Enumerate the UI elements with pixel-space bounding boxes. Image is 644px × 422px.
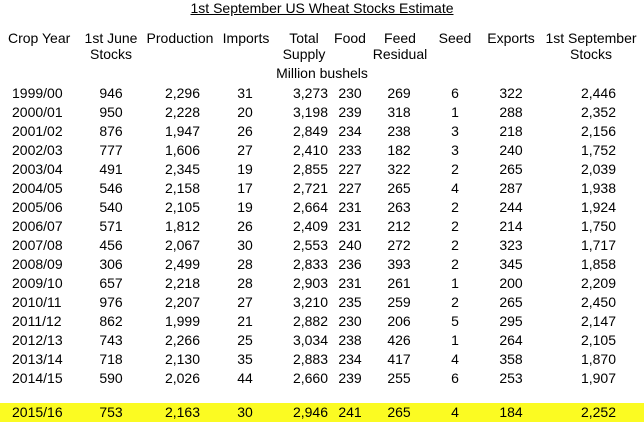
cell-food: 239 (338, 104, 362, 120)
cell-june-stocks: 306 (99, 256, 123, 272)
cell-crop-year: 2010/11 (12, 294, 62, 310)
cell-total-supply: 3,273 (292, 85, 328, 101)
header-exports-line2: Exports (487, 30, 535, 46)
cell-production: 2,218 (164, 275, 200, 291)
cell-feed-residual: 261 (387, 275, 411, 291)
cell-production: 1,606 (164, 142, 200, 158)
cell-sept-stocks: 1,752 (580, 142, 616, 158)
cell-food: 240 (338, 237, 362, 253)
cell-crop-year: 2012/13 (12, 332, 63, 348)
cell-june-stocks: 540 (99, 199, 123, 215)
header-seed (436, 30, 474, 46)
cell-total-supply: 2,849 (292, 123, 328, 139)
header-total-supply (279, 30, 329, 62)
cell-crop-year: 2008/09 (12, 256, 63, 272)
cell-june-stocks: 590 (99, 370, 123, 386)
cell-sept-stocks: 1,858 (580, 256, 616, 272)
cell-total-supply: 2,946 (292, 404, 328, 420)
cell-june-stocks: 743 (99, 332, 123, 348)
cell-june-stocks: 491 (99, 161, 123, 177)
cell-imports: 21 (237, 313, 253, 329)
header-production (144, 30, 216, 46)
cell-exports: 244 (499, 199, 523, 215)
cell-food: 236 (338, 256, 362, 272)
cell-sept-stocks: 1,924 (580, 199, 616, 215)
cell-imports: 27 (237, 142, 253, 158)
cell-sept-stocks: 1,750 (580, 218, 616, 234)
cell-seed: 4 (451, 404, 459, 420)
cell-total-supply: 2,882 (292, 313, 328, 329)
cell-production: 1,812 (164, 218, 200, 234)
cell-exports: 253 (499, 370, 523, 386)
cell-june-stocks: 777 (99, 142, 123, 158)
cell-food: 233 (338, 142, 362, 158)
header-feed-residual-line1: Feed (384, 30, 416, 46)
header-crop-year-line2: Crop Year (8, 30, 71, 46)
table-row (0, 293, 644, 312)
table-row (0, 369, 644, 388)
header-june-stocks (84, 30, 138, 62)
cell-exports: 264 (499, 332, 523, 348)
cell-imports: 31 (237, 85, 253, 101)
cell-total-supply: 2,409 (292, 218, 328, 234)
table-row (0, 274, 644, 293)
cell-imports: 35 (237, 351, 253, 367)
header-feed-residual-line2: Residual (372, 46, 428, 62)
table-row (0, 236, 644, 255)
cell-exports: 214 (499, 218, 523, 234)
cell-exports: 345 (499, 256, 523, 272)
cell-food: 234 (338, 351, 362, 367)
cell-feed-residual: 212 (387, 218, 411, 234)
cell-june-stocks: 946 (99, 85, 123, 101)
cell-sept-stocks: 1,938 (580, 180, 616, 196)
cell-total-supply: 2,410 (292, 142, 328, 158)
cell-imports: 28 (237, 256, 253, 272)
cell-sept-stocks: 2,252 (580, 404, 616, 420)
cell-exports: 184 (499, 404, 523, 420)
cell-sept-stocks: 1,870 (580, 351, 616, 367)
cell-feed-residual: 265 (387, 404, 411, 420)
cell-production: 2,026 (164, 370, 200, 386)
column-headers (0, 30, 644, 64)
cell-feed-residual: 417 (387, 351, 411, 367)
cell-crop-year: 2006/07 (12, 218, 63, 234)
cell-production: 2,163 (164, 404, 200, 420)
cell-june-stocks: 456 (99, 237, 123, 253)
cell-crop-year: 1999/00 (12, 85, 63, 101)
cell-sept-stocks: 2,147 (580, 313, 616, 329)
cell-imports: 25 (237, 332, 253, 348)
cell-june-stocks: 876 (99, 123, 123, 139)
cell-feed-residual: 259 (387, 294, 411, 310)
cell-june-stocks: 753 (99, 404, 123, 420)
cell-june-stocks: 546 (99, 180, 123, 196)
cell-june-stocks: 571 (99, 218, 123, 234)
cell-june-stocks: 950 (99, 104, 123, 120)
cell-sept-stocks: 2,105 (580, 332, 616, 348)
cell-seed: 3 (451, 123, 459, 139)
cell-production: 2,158 (164, 180, 200, 196)
cell-exports: 322 (499, 85, 523, 101)
cell-imports: 26 (237, 218, 253, 234)
cell-june-stocks: 976 (99, 294, 123, 310)
cell-feed-residual: 272 (387, 237, 411, 253)
cell-total-supply: 2,833 (292, 256, 328, 272)
cell-june-stocks: 657 (99, 275, 123, 291)
cell-feed-residual: 322 (387, 161, 411, 177)
cell-food: 231 (338, 218, 362, 234)
cell-seed: 5 (451, 313, 459, 329)
cell-exports: 287 (499, 180, 523, 196)
table-row (0, 255, 644, 274)
cell-production: 2,266 (164, 332, 200, 348)
cell-sept-stocks: 1,907 (580, 370, 616, 386)
cell-sept-stocks: 2,209 (580, 275, 616, 291)
cell-imports: 20 (237, 104, 253, 120)
cell-exports: 323 (499, 237, 523, 253)
cell-exports: 200 (499, 275, 523, 291)
table-title: 1st September US Wheat Stocks Estimate (190, 0, 454, 16)
cell-feed-residual: 265 (387, 180, 411, 196)
cell-crop-year: 2005/06 (12, 199, 63, 215)
cell-seed: 2 (451, 237, 459, 253)
table-row (0, 160, 644, 179)
cell-food: 227 (338, 180, 362, 196)
header-sept-stocks-line1: 1st September (545, 30, 637, 46)
table-row (0, 331, 644, 350)
cell-sept-stocks: 2,446 (580, 85, 616, 101)
header-june-stocks-line1: 1st June (84, 30, 138, 46)
header-seed-line2: Seed (438, 30, 472, 46)
cell-crop-year: 2001/02 (12, 123, 63, 139)
cell-seed: 2 (451, 256, 459, 272)
cell-imports: 26 (237, 123, 253, 139)
cell-crop-year: 2002/03 (12, 142, 63, 158)
table-row (0, 84, 644, 103)
cell-sept-stocks: 2,450 (580, 294, 616, 310)
cell-seed: 6 (451, 370, 459, 386)
cell-seed: 2 (451, 218, 459, 234)
cell-food: 230 (338, 313, 362, 329)
cell-feed-residual: 426 (387, 332, 411, 348)
cell-food: 239 (338, 370, 362, 386)
cell-crop-year: 2015/16 (12, 404, 63, 420)
cell-total-supply: 2,883 (292, 351, 328, 367)
header-imports (219, 30, 273, 46)
header-crop-year (8, 30, 80, 46)
cell-crop-year: 2003/04 (12, 161, 63, 177)
cell-imports: 17 (237, 180, 253, 196)
cell-total-supply: 2,721 (292, 180, 328, 196)
table-row-highlight (0, 403, 644, 422)
cell-feed-residual: 182 (387, 142, 411, 158)
cell-production: 2,067 (164, 237, 200, 253)
header-total-supply-line1: Total (289, 30, 319, 46)
header-feed-residual (369, 30, 431, 62)
cell-food: 227 (338, 161, 362, 177)
cell-seed: 2 (451, 294, 459, 310)
cell-production: 2,105 (164, 199, 200, 215)
table-row (0, 103, 644, 122)
cell-production: 2,499 (164, 256, 200, 272)
cell-food: 231 (338, 275, 362, 291)
cell-production: 1,947 (164, 123, 200, 139)
cell-seed: 1 (451, 275, 459, 291)
cell-seed: 1 (451, 104, 459, 120)
cell-imports: 30 (237, 237, 253, 253)
cell-production: 2,130 (164, 351, 200, 367)
cell-production: 2,296 (164, 85, 200, 101)
header-sept-stocks-line2: Stocks (569, 46, 612, 62)
cell-food: 241 (338, 404, 362, 420)
cell-feed-residual: 393 (387, 256, 411, 272)
cell-sept-stocks: 1,717 (580, 237, 616, 253)
cell-total-supply: 2,553 (292, 237, 328, 253)
cell-total-supply: 3,034 (292, 332, 328, 348)
cell-seed: 6 (451, 85, 459, 101)
cell-production: 1,999 (164, 313, 200, 329)
cell-seed: 4 (451, 351, 459, 367)
cell-feed-residual: 255 (387, 370, 411, 386)
cell-sept-stocks: 2,156 (580, 123, 616, 139)
cell-imports: 30 (237, 404, 253, 420)
cell-seed: 2 (451, 199, 459, 215)
cell-total-supply: 3,198 (292, 104, 328, 120)
table-row (0, 198, 644, 217)
cell-exports: 265 (499, 294, 523, 310)
cell-crop-year: 2009/10 (12, 275, 63, 291)
cell-crop-year: 2004/05 (12, 180, 63, 196)
cell-total-supply: 3,210 (292, 294, 328, 310)
header-imports-line2: Imports (222, 30, 270, 46)
table-row (0, 217, 644, 236)
cell-total-supply: 2,660 (292, 370, 328, 386)
cell-imports: 19 (237, 199, 253, 215)
cell-exports: 295 (499, 313, 523, 329)
cell-crop-year: 2013/14 (12, 351, 63, 367)
cell-production: 2,207 (164, 294, 200, 310)
cell-crop-year: 2011/12 (12, 313, 62, 329)
cell-exports: 240 (499, 142, 523, 158)
cell-feed-residual: 269 (387, 85, 411, 101)
cell-feed-residual: 318 (387, 104, 411, 120)
cell-seed: 4 (451, 180, 459, 196)
cell-total-supply: 2,903 (292, 275, 328, 291)
cell-food: 231 (338, 199, 362, 215)
cell-seed: 2 (451, 161, 459, 177)
header-june-stocks-line2: Stocks (89, 46, 132, 62)
cell-sept-stocks: 2,039 (580, 161, 616, 177)
header-sept-stocks (542, 30, 640, 62)
header-total-supply-line2: Supply (282, 46, 326, 62)
cell-imports: 28 (237, 275, 253, 291)
cell-crop-year: 2007/08 (12, 237, 63, 253)
cell-seed: 3 (451, 142, 459, 158)
units-label: Million bushels (276, 65, 368, 81)
cell-feed-residual: 206 (387, 313, 411, 329)
cell-imports: 27 (237, 294, 253, 310)
table-row (0, 141, 644, 160)
cell-feed-residual: 263 (387, 199, 411, 215)
cell-production: 2,228 (164, 104, 200, 120)
cell-june-stocks: 718 (99, 351, 123, 367)
cell-feed-residual: 238 (387, 123, 411, 139)
cell-food: 230 (338, 85, 362, 101)
cell-crop-year: 2014/15 (12, 370, 63, 386)
header-exports (482, 30, 540, 46)
table-row (0, 350, 644, 369)
cell-food: 238 (338, 332, 362, 348)
cell-imports: 19 (237, 161, 253, 177)
table-row (0, 122, 644, 141)
cell-food: 234 (338, 123, 362, 139)
header-food-line2: Food (334, 30, 366, 46)
cell-exports: 218 (499, 123, 523, 139)
cell-exports: 358 (499, 351, 523, 367)
header-production-line2: Production (146, 30, 214, 46)
cell-seed: 1 (451, 332, 459, 348)
cell-food: 235 (338, 294, 362, 310)
table-row (0, 179, 644, 198)
header-food (332, 30, 368, 46)
cell-sept-stocks: 2,352 (580, 104, 616, 120)
cell-crop-year: 2000/01 (12, 104, 63, 120)
cell-exports: 288 (499, 104, 523, 120)
cell-june-stocks: 862 (99, 313, 123, 329)
cell-total-supply: 2,855 (292, 161, 328, 177)
cell-total-supply: 2,664 (292, 199, 328, 215)
cell-imports: 44 (237, 370, 253, 386)
cell-exports: 265 (499, 161, 523, 177)
cell-production: 2,345 (164, 161, 200, 177)
table-row (0, 312, 644, 331)
